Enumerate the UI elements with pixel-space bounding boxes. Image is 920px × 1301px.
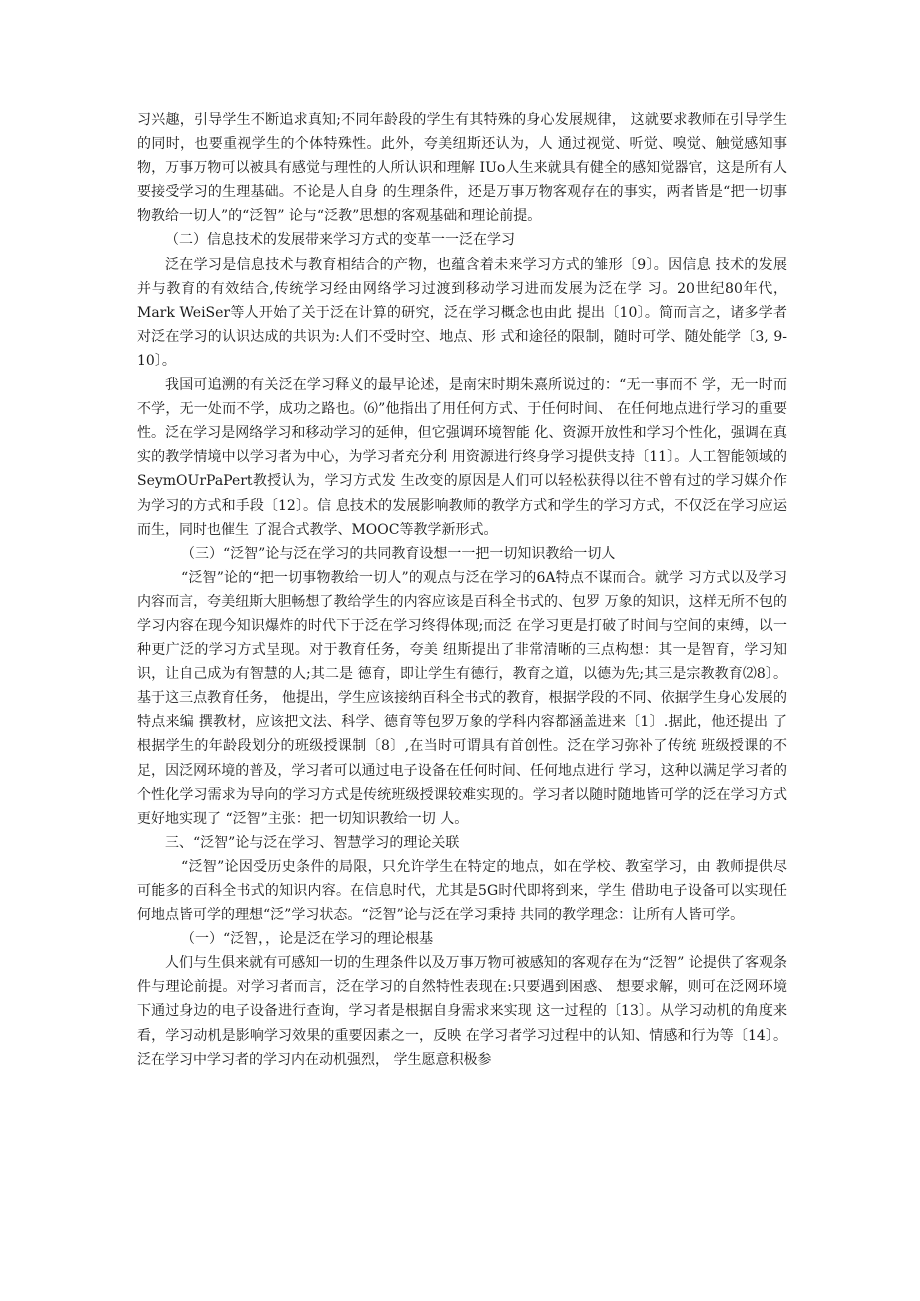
paragraph-historical-limits: “泛智”论因受历史条件的局限，只允许学生在特定的地点，如在学校、教室学习，由 教师提供尽可能多的百科全书式的知识内容。在信息时代，尤其是5G时代即将到来，学生 借助电子设备可以实现任何地点皆可学的理想“泛”学习状态。“泛智”论与泛在学习秉持 共同的教学理念：让所有人皆可学。	[137, 858, 787, 924]
paragraph-ubiquitous-learning-definition: 泛在学习是信息技术与教育相结合的产物，也蕴含着未来学习方式的雏形〔9〕。因信息 技术的发展并与教育的有效结合,传统学习经由网络学习过渡到移动学习进而发展为泛在学 习。20世纪80年代，Mark WeiSer等人开始了关于泛在计算的研究，泛在学习概念也由此 提出〔10〕。简而言之，诸多学者对泛在学习的认识达成的共识为:人们不受时空、地点、形 式和途径的限制，随时可学、随处能学〔3, 9-10〕。	[137, 256, 787, 369]
section-heading-2-2: （二）信息技术的发展带来学习方式的变革一一泛在学习	[165, 232, 515, 249]
section-heading-3-1: （一）“泛智，，论是泛在学习的理论根基	[181, 931, 434, 948]
paragraph-continuation: 习兴趣，引导学生不断追求真知;不同年龄段的学生有其特殊的身心发展规律， 这就要求教师在引导学生的同时，也要重视学生的个体特殊性。此外，夸美纽斯还认为，人 通过视觉、听觉、嗅觉、触觉感知事物，万事万物可以被具有感觉与理性的人所认识和理解 IUo人生来就具有健全的感知觉器官，这是所有人要接受学习的生理基础。不论是人自身 的生理条件，还是万事万物客观存在的事实，两者皆是“把一切事物教给一切人”的“泛智” 论与“泛教”思想的客观基础和理论前提。	[137, 112, 787, 225]
section-heading-2-3: （三）“泛智”论与泛在学习的共同教育设想一一把一切知识教给一切人	[181, 545, 616, 562]
paragraph-zhuxi-origin: 我国可追溯的有关泛在学习释义的最早论述，是南宋时期朱熹所说过的：“无一事而不 学，无一时而不学，无一处而不学，成功之路也。⑹”他指出了用任何方式、于任何时间、 在任何地点进行学习的重要性。泛在学习是网络学习和移动学习的延伸，但它强调环境智能 化、资源开放性和学习个性化，强调在真实的教学情境中以学习者为中心，为学习者充分利 用资源进行终身学习提供支持〔11〕。人工智能领域的SeymOUrPaPert教授认为，学习方式发 生改变的原因是人们可以轻松获得以往不曾有过的学习媒介作为学习的方式和手段〔12〕。信 息技术的发展影响教师的教学方式和学生的学习方式，不仅泛在学习应运而生，同时也催生 了混合式教学、MOOC等教学新形式。	[137, 377, 787, 538]
paragraph-common-vision: “泛智”论的“把一切事物教给一切人”的观点与泛在学习的6A特点不谋而合。就学 习方式以及学习内容而言，夸美纽斯大胆畅想了教给学生的内容应该是百科全书式的、包罗 万象的知识，这样无所不包的学习内容在现今知识爆炸的时代下于泛在学习终得体现;而泛 在学习更是打破了时间与空间的束缚，以一种更广泛的学习方式呈现。对于教育任务，夸美 纽斯提出了非常清晰的三点构想：其一是智育，学习知识，让自己成为有智慧的人;其二是 德育，即让学生有德行，教育之道，以德为先;其三是宗教教育⑵8〕。基于这三点教育任务， 他提出，学生应该接纳百科全书式的教育，根据学段的不同、依据学生身心发展的特点来编 撰教材，应该把文法、科学、德育等包罗万象的学科内容都涵盖进来〔1〕.据此，他还提出 了根据学生的年龄段划分的班级授课制〔8〕,在当时可谓具有首创性。泛在学习弥补了传统 班级授课的不足，因泛网环境的普及，学习者可以通过电子设备在任何时间、任何地点进行 学习，这种以满足学习者的个性化学习需求为导向的学习方式是传统班级授课较难实现的。学习者以随时随地皆可学的泛在学习方式更好地实现了 “泛智”主张：把一切知识教给一切 人。	[137, 569, 787, 827]
section-heading-3: 三、“泛智”论与泛在学习、智慧学习的理论关联	[165, 834, 460, 851]
paragraph-theoretical-foundation: 人们与生俱来就有可感知一切的生理条件以及万事万物可被感知的客观存在为“泛智” 论提供了客观条件与理论前提。对学习者而言，泛在学习的自然特性表现在:只要遇到困惑、 想要求解，则可在泛网环境下通过身边的电子设备进行查询，学习者是根据自身需求来实现 这一过程的〔13〕。从学习动机的角度来看，学习动机是影响学习效果的重要因素之一，反映 在学习者学习过程中的认知、情感和行为等〔14〕。泛在学习中学习者的学习内在动机强烈， 学生愿意积极参	[137, 955, 787, 1068]
document-page	[137, 108, 787, 1072]
